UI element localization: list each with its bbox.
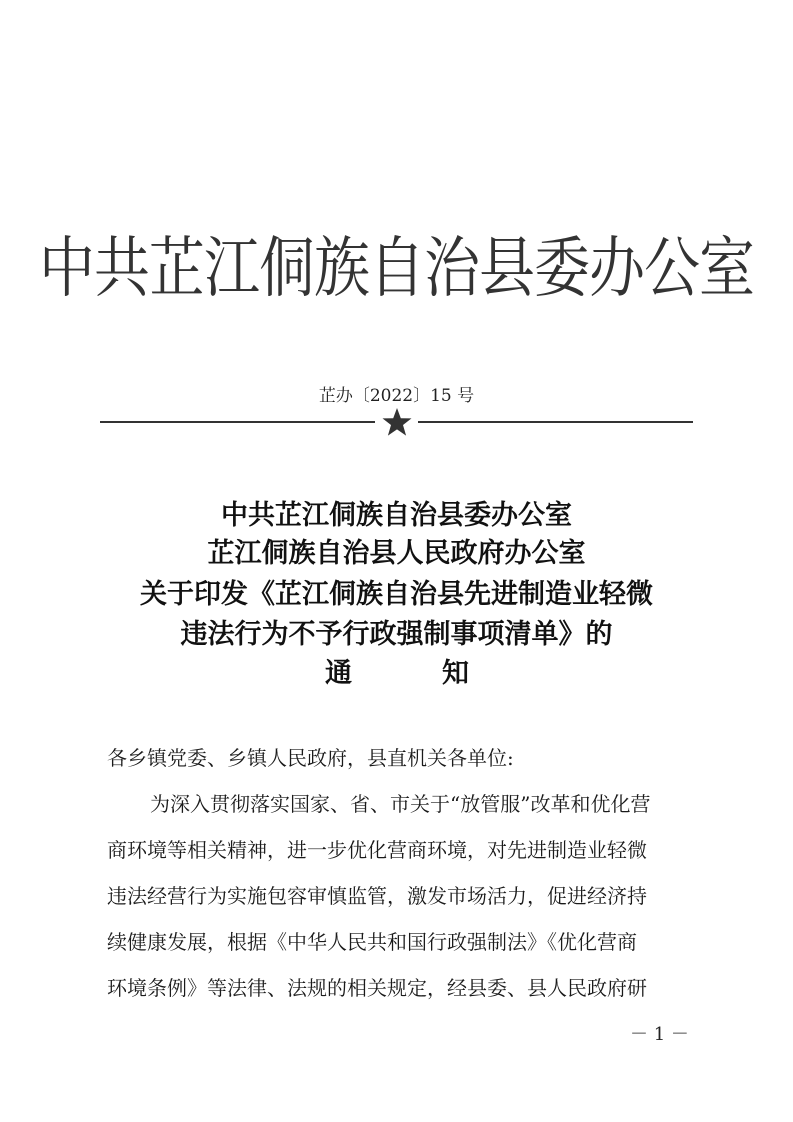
- body-line: 商环境等相关精神，进一步优化营商环境，对先进制造业轻微: [107, 838, 647, 862]
- masthead-title: 中共芷江侗族自治县委办公室: [39, 230, 754, 307]
- title-line-4: 违法行为不予行政强制事项清单》的: [180, 619, 613, 650]
- title-line-1: 中共芷江侗族自治县委办公室: [221, 500, 572, 531]
- body-line: 为深入贯彻落实国家、省、市关于“放管服”改革和优化营: [150, 792, 651, 816]
- body-line: 环境条例》等法律、法规的相关规定，经县委、县人民政府研: [107, 976, 647, 1000]
- title-line-5: 通知: [325, 658, 559, 689]
- header-rule-left: [100, 421, 375, 423]
- body-line: 续健康发展，根据《中华人民共和国行政强制法》《优化营商: [107, 930, 637, 954]
- title-line-2: 芷江侗族自治县人民政府办公室: [207, 538, 586, 569]
- document-number: 芷办〔2022〕15 号: [318, 386, 475, 406]
- page-number: － 1 －: [630, 1024, 689, 1045]
- header-rule-right: [418, 421, 693, 423]
- title-line-3: 关于印发《芷江侗族自治县先进制造业轻微: [140, 579, 653, 610]
- star-icon: [381, 407, 413, 437]
- body-line: 违法经营行为实施包容审慎监管，激发市场活力，促进经济持: [107, 884, 647, 908]
- salutation: 各乡镇党委、乡镇人民政府，县直机关各单位:: [107, 746, 514, 770]
